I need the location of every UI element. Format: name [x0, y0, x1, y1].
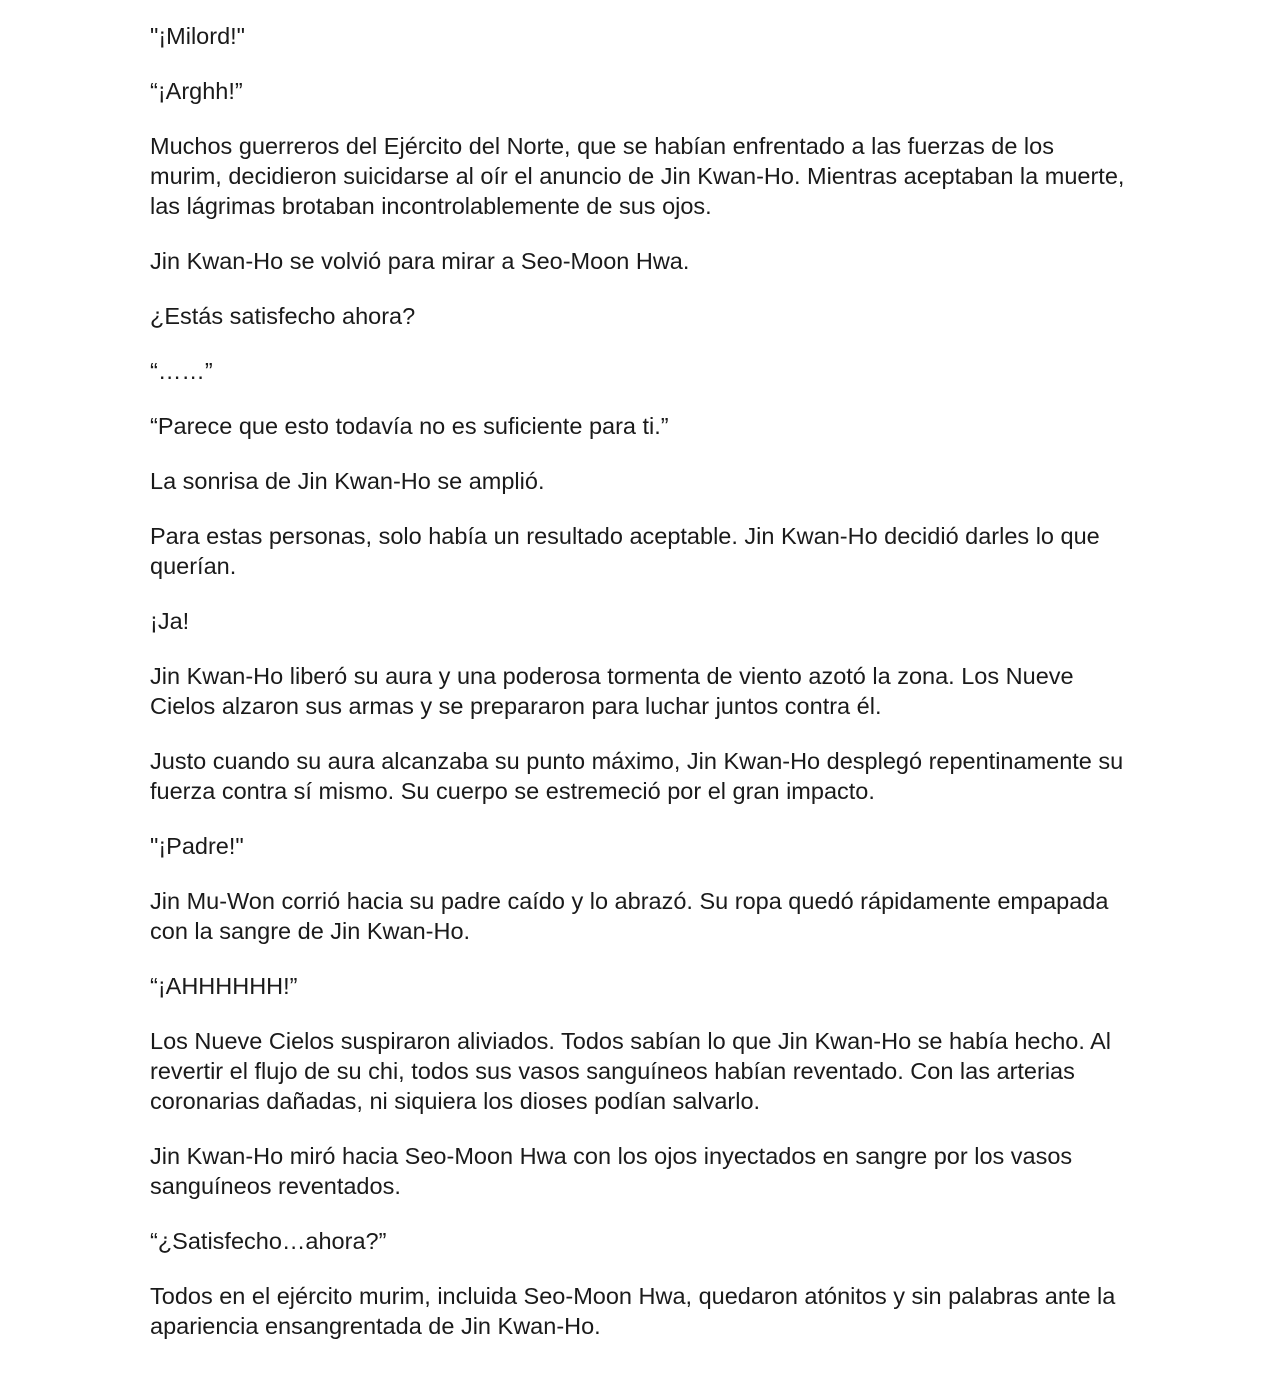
paragraph-18: “¿Satisfecho…ahora?”: [150, 1228, 387, 1254]
paragraph-10: ¡Ja!: [150, 608, 190, 634]
paragraph-7: “Parece que esto todavía no es suficiente para ti.”: [150, 413, 669, 439]
paragraph-13: "¡Padre!": [150, 833, 244, 859]
paragraph-16: Los Nueve Cielos suspiraron aliviados. Todos sabían lo que Jin Kwan-Ho se había hecho. Al revertir el flujo de su chi, todos sus vasos sanguíneos habían reventado. Con las arterias coronarias dañadas, ni siquiera los dioses podían salvarlo.: [150, 1028, 1118, 1114]
paragraph-5: ¿Estás satisfecho ahora?: [150, 303, 416, 329]
paragraph-11: Jin Kwan-Ho liberó su aura y una poderosa tormenta de viento azotó la zona. Los Nueve Cielos alzaron sus armas y se prepararon para luchar juntos contra él.: [150, 663, 1081, 719]
paragraph-17: Jin Kwan-Ho miró hacia Seo-Moon Hwa con los ojos inyectados en sangre por los vasos sanguíneos reventados.: [150, 1143, 1079, 1199]
paragraph-1: "¡Milord!": [150, 23, 246, 49]
paragraph-12: Justo cuando su aura alcanzaba su punto máximo, Jin Kwan-Ho desplegó repentinamente su fuerza contra sí mismo. Su cuerpo se estremeció por el gran impacto.: [150, 748, 1130, 804]
paragraph-4: Jin Kwan-Ho se volvió para mirar a Seo-Moon Hwa.: [150, 248, 690, 274]
paragraph-6: “……”: [150, 358, 213, 384]
paragraph-8: La sonrisa de Jin Kwan-Ho se amplió.: [150, 468, 545, 494]
paragraph-19: Todos en el ejército murim, incluida Seo-Moon Hwa, quedaron atónitos y sin palabras ante la apariencia ensangrentada de Jin Kwan-Ho.: [150, 1283, 1122, 1339]
paragraph-9: Para estas personas, solo había un resultado aceptable. Jin Kwan-Ho decidió darles lo que querían.: [150, 523, 1107, 579]
paragraph-3: Muchos guerreros del Ejército del Norte, que se habían enfrentado a las fuerzas de los murim, decidieron suicidarse al oír el anuncio de Jin Kwan-Ho. Mientras aceptaban la muerte, las lágrimas brotaban incontrolablemente de sus ojos.: [150, 133, 1131, 219]
paragraph-15: “¡AHHHHHH!”: [150, 973, 298, 999]
paragraph-14: Jin Mu-Won corrió hacia su padre caído y lo abrazó. Su ropa quedó rápidamente empapada con la sangre de Jin Kwan-Ho.: [150, 888, 1115, 944]
paragraph-2: “¡Arghh!”: [150, 78, 243, 104]
document-page: [150, 21, 1130, 1366]
